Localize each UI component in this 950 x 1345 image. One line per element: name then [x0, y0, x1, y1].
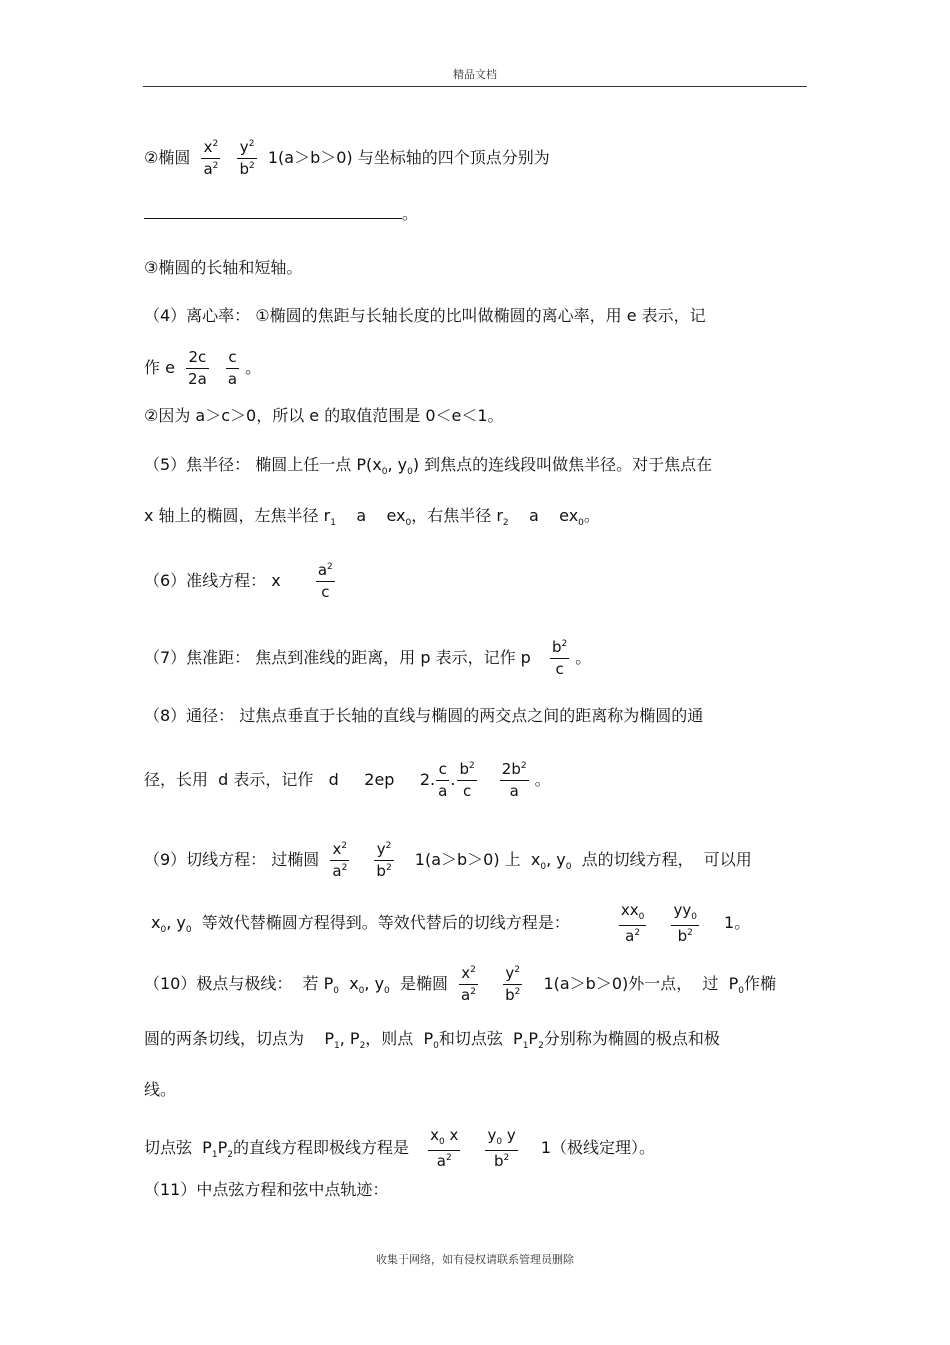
line-tangent-formula: $x_0$, $y_0$ 等效代替椭圆方程得到。等效代替后的切线方程是： $\frac{xx_0}{a^2}$ $\frac{yy_0}{b^2}$ 1。: [151, 901, 751, 945]
line-latus-rectum-def: （8）通径： 过焦点垂直于长轴的直线与椭圆的两交点之间的距离称为椭圆的通: [144, 706, 704, 725]
line-focal-parameter: （7）焦准距： 焦点到准线的距离，用 p 表示，记作 p $\frac{b^2}{c}$ 。: [144, 638, 592, 678]
page-header: 精品文档: [453, 68, 497, 81]
line-midpoint-chord: （11）中点弦方程和弦中点轨迹：: [144, 1180, 389, 1199]
line-axes: ③椭圆的长轴和短轴。: [144, 258, 303, 277]
text: 。: [245, 358, 262, 377]
line-pole-polar-def: （10）极点与极线： 若 $P_0$ $x_0$, $y_0$ 是椭圆 $\frac{x^2}{a^2}$ $\frac{y^2}{b^2}$ 1(a＞b＞0)外一点， 过 $P_0$作椭: [144, 964, 776, 1004]
line-polar-end: 线。: [144, 1080, 177, 1099]
line-latus-rectum-formula: 径，长用 d 表示，记作 d 2ep 2. $\frac{c}{a}$ . $\frac{b^2}{c}$ $\frac{2b^2}{a}$ 。: [144, 760, 551, 800]
page-footer: 收集于网络，如有侵权请联系管理员删除: [376, 1253, 574, 1266]
fraction-a2-c: $\frac{a^2}{c}$: [317, 561, 333, 601]
header-rule: [143, 86, 807, 87]
fraction-b2-c: $\frac{b^2}{c}$: [551, 638, 568, 678]
fraction-b2-c: $\frac{b^2}{c}$: [459, 760, 475, 800]
fraction-2c-2a: $\frac{2c}{2a}$: [188, 348, 207, 388]
text: 作 e: [144, 358, 175, 377]
line-focal-radius-formula: x 轴上的椭圆，左焦半径 $r_1$ a $ex_0$，右焦半径 $r_2$ a $ex_0$。: [144, 506, 600, 529]
fraction-yy0-b2: $\frac{yy_0}{b^2}$: [673, 901, 697, 945]
text: 与坐标轴的四个顶点分别为: [357, 148, 550, 167]
fraction-y2-b2: $\frac{y^2}{b^2}$: [505, 964, 521, 1004]
fraction-y0y-b2: $\frac{y_0 y}{b^2}$: [487, 1126, 516, 1170]
line-pole-polar-def-cont: 圆的两条切线，切点为 $P_1$, $P_2$，则点 $P_0$和切点弦 $P_1P_2$分别称为椭圆的极点和极: [144, 1029, 720, 1052]
line-focal-radius: （5）焦半径： 椭圆上任一点 $P(x_0$, $y_0$) 到焦点的连线段叫做焦半径。对于焦点在: [144, 455, 713, 478]
fraction-x2-a2: $\frac{x^2}{a^2}$: [203, 138, 219, 178]
fraction-c-a: $\frac{c}{a}$: [227, 348, 238, 388]
period: 。: [402, 204, 419, 223]
fraction-x0x-a2: $\frac{x_0 x}{a^2}$: [430, 1126, 459, 1170]
line-tangent-def: （9）切线方程： 过椭圆 $\frac{x^2}{a^2}$ $\frac{y^2}{b^2}$ 1(a＞b＞0) 上 $x_0$, $y_0$ 点的切线方程， 可以用: [144, 840, 752, 880]
fraction-y2-b2: $\frac{y^2}{b^2}$: [239, 138, 255, 178]
fraction-x2-a2: $\frac{x^2}{a^2}$: [332, 840, 348, 880]
line-polar-equation: 切点弦 $P_1P_2$的直线方程即极线方程是 $\frac{x_0 x}{a^2}$ $\frac{y_0 y}{b^2}$ 1（极线定理）。: [144, 1126, 655, 1170]
line-eccentricity-range: ②因为 a＞c＞0，所以 e 的取值范围是 0＜e＜1。: [144, 406, 504, 425]
line-directrix: （6）准线方程： x $\frac{a^2}{c}$: [144, 561, 333, 601]
line-answer-blank: [144, 204, 418, 224]
line-ellipse-vertices: [144, 140, 550, 177]
fraction-y2-b2: $\frac{y^2}{b^2}$: [376, 840, 392, 880]
fraction-2b2-a: $\frac{2b^2}{a}$: [501, 760, 527, 800]
text: ②椭圆: [144, 148, 191, 167]
line-eccentricity-def: （4）离心率： ①椭圆的焦距与长轴长度的比叫做椭圆的离心率，用 e 表示，记: [144, 306, 706, 325]
text: 1(a＞b＞0): [267, 148, 353, 167]
fraction-c-a: $\frac{c}{a}$: [438, 760, 448, 800]
line-eccentricity-formula: [144, 350, 261, 387]
fraction-x2-a2: $\frac{x^2}{a^2}$: [461, 964, 476, 1004]
fill-in-blank: [144, 204, 402, 219]
fraction-xx0-a2: $\frac{xx_0}{a^2}$: [620, 901, 645, 945]
